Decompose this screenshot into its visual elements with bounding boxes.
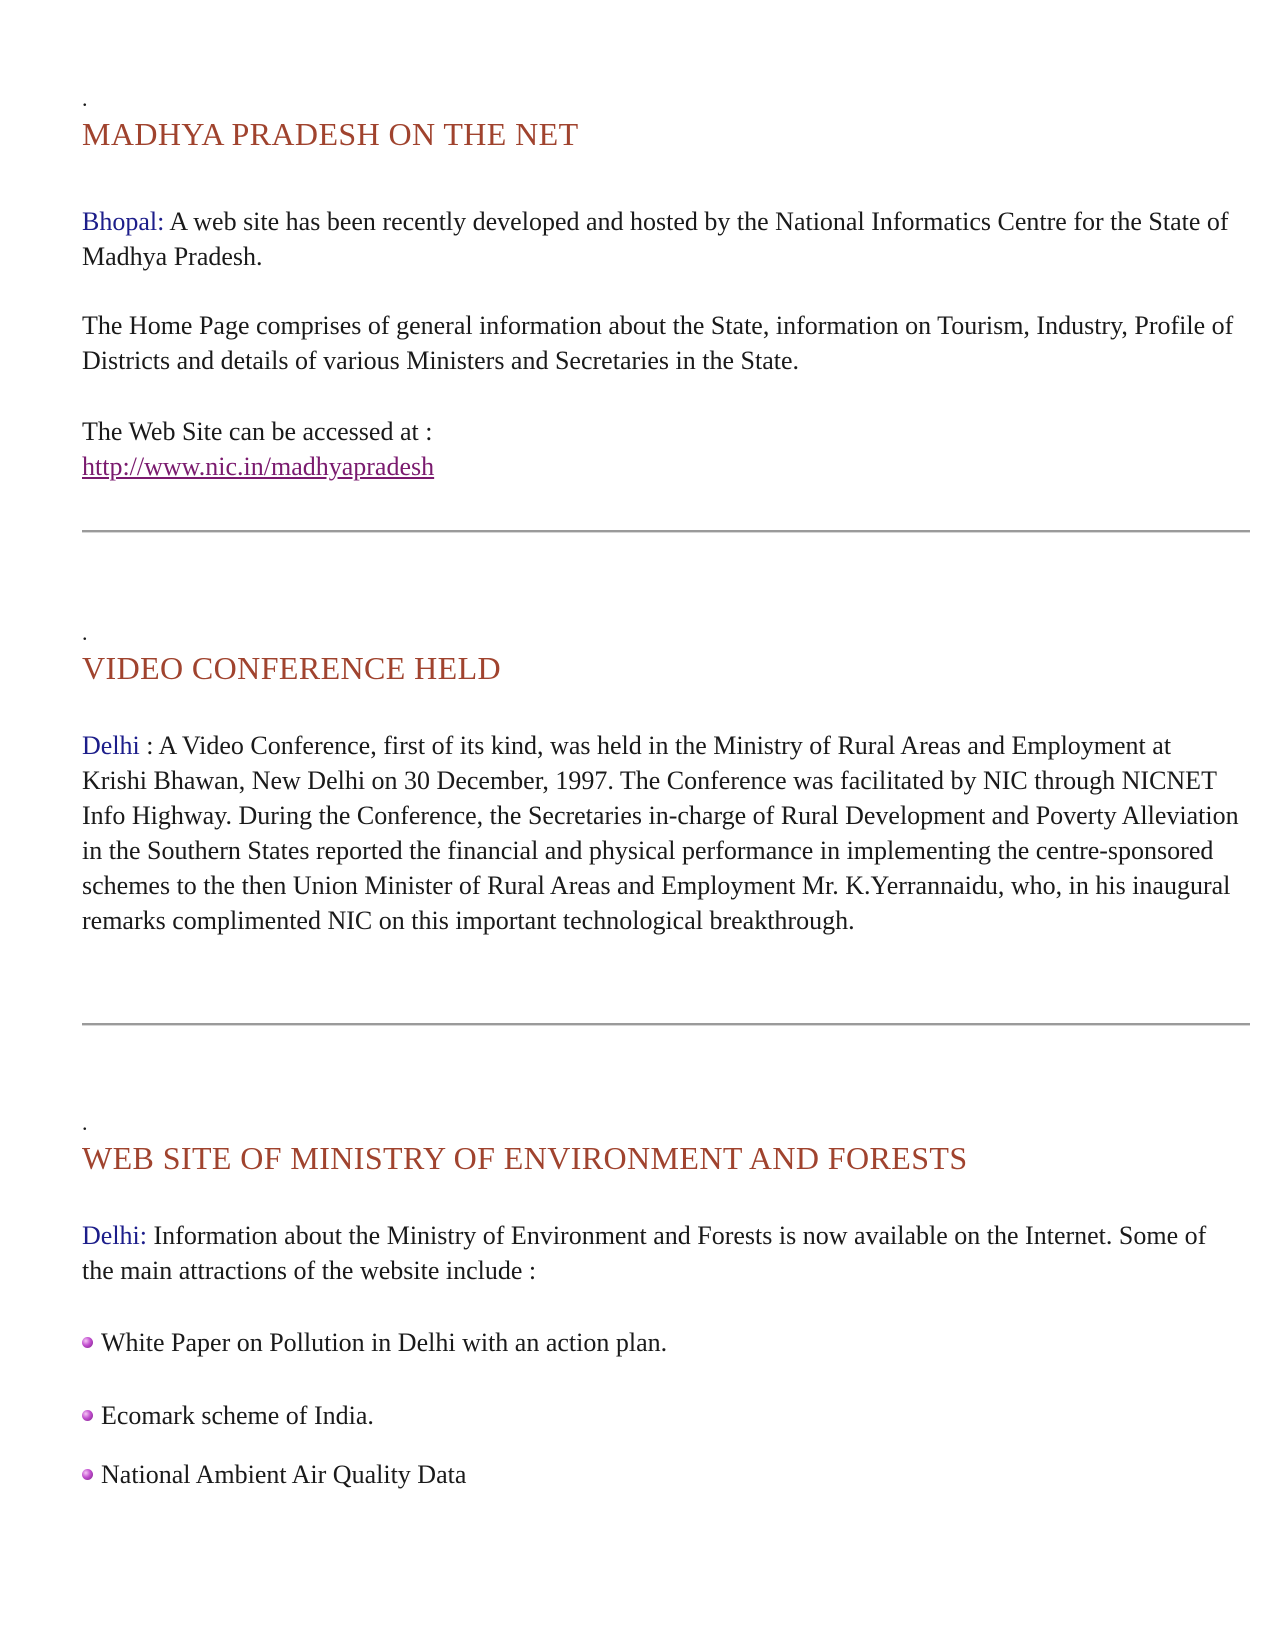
- article-paragraph: [82, 728, 1242, 938]
- article-paragraph: [82, 1218, 1242, 1288]
- article-paragraph: The Home Page comprises of general information about the State, information on Tourism, Industry, Profile of Districts and details of various Ministers and Secretaries in the State.: [82, 311, 1234, 375]
- section-dot: .: [82, 86, 88, 111]
- list-item-text: National Ambient Air Quality Data: [101, 1460, 467, 1489]
- paragraph-text: A web site has been recently developed and hosted by the National Informatics Centre for the State of Madhya Pradesh.: [82, 207, 1229, 271]
- list-item-text: Ecomark scheme of India.: [101, 1401, 374, 1430]
- article-environment-forests: [82, 1112, 1242, 1492]
- article-paragraph: [82, 204, 1242, 274]
- dateline-place: Bhopal:: [82, 207, 165, 236]
- article-title: MADHYA PRADESH ON THE NET: [82, 116, 579, 152]
- bullet-icon: [82, 1410, 93, 1421]
- list-item: [82, 1457, 1242, 1492]
- website-link[interactable]: http://www.nic.in/madhyapradesh: [82, 452, 435, 481]
- dateline-place: Delhi:: [82, 1221, 147, 1250]
- paragraph-text: : A Video Conference, first of its kind, was held in the Ministry of Rural Areas and Employment at Krishi Bhawan, New Delhi on 30 December, 1997. The Conference was facilitated by NIC through NICNET Info Highway. During the Conference, the Secretaries in-charge of Rural Development and Poverty Alleviation in the Southern States reported the financial and physical performance in implementing the centre-sponsored schemes to the then Union Minister of Rural Areas and Employment Mr. K.Yerrannaidu, who, in his inaugural remarks complimented NIC on this important technological breakthrough.: [82, 731, 1239, 935]
- section-dot: .: [82, 620, 88, 645]
- article-title: VIDEO CONFERENCE HELD: [82, 650, 502, 686]
- bullet-icon: [82, 1469, 93, 1480]
- article-paragraph: The Web Site can be accessed at :: [82, 417, 433, 446]
- paragraph-text: Information about the Ministry of Environment and Forests is now available on the Internet. Some of the main attractions of the website include :: [82, 1221, 1207, 1285]
- article-video-conference: [82, 622, 1242, 938]
- article-madhya-pradesh: [82, 88, 1242, 484]
- article-title: WEB SITE OF MINISTRY OF ENVIRONMENT AND FORESTS: [82, 1140, 968, 1176]
- list-item-text: White Paper on Pollution in Delhi with an action plan.: [101, 1328, 668, 1357]
- section-dot: .: [82, 1110, 88, 1135]
- section-divider: [82, 1023, 1250, 1026]
- bullet-icon: [82, 1337, 93, 1348]
- list-item: [82, 1398, 1242, 1433]
- section-divider: [82, 530, 1250, 533]
- list-item: [82, 1325, 1242, 1360]
- dateline-place: Delhi: [82, 731, 140, 760]
